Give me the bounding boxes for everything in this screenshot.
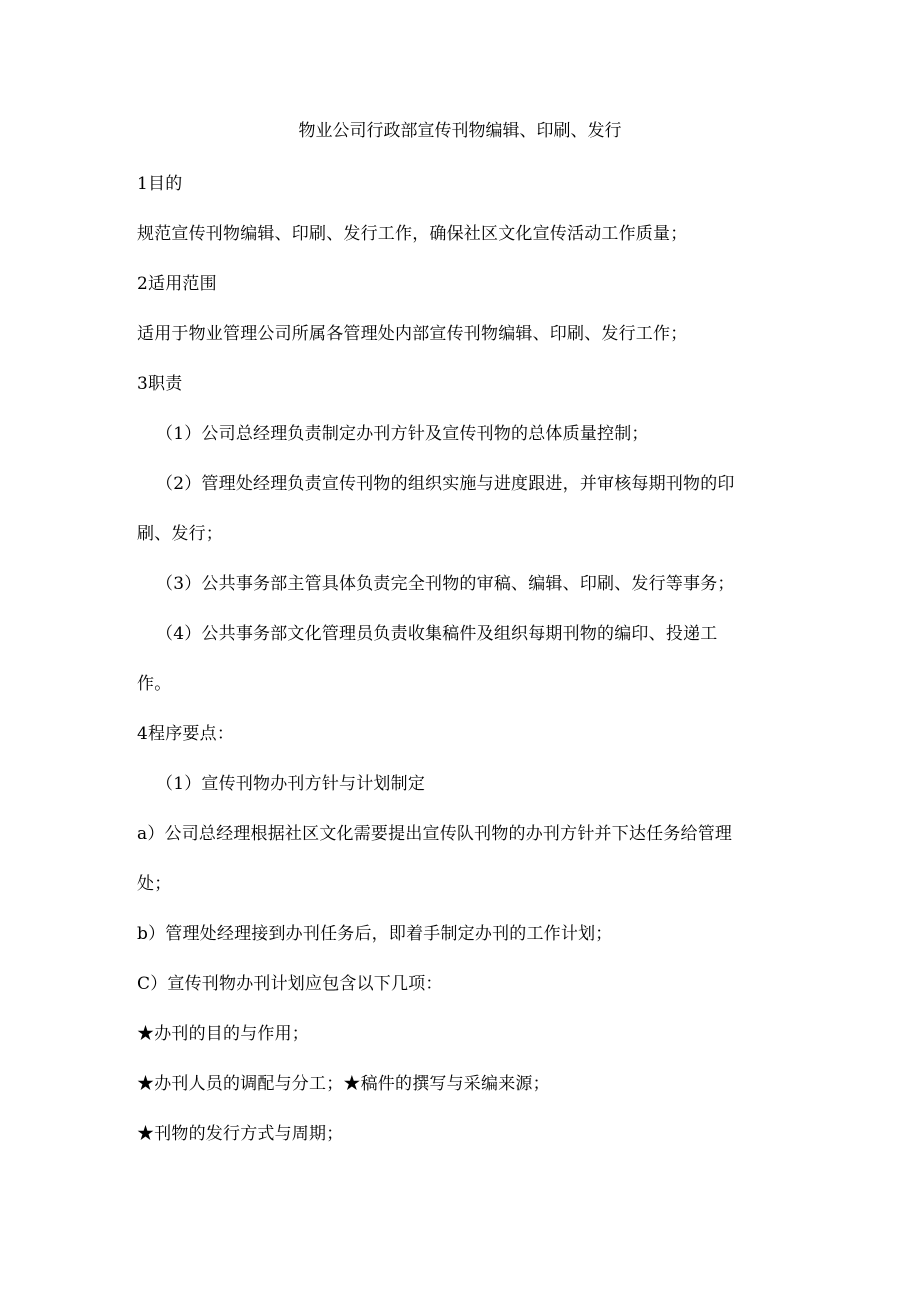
- plan-bullet-2-3: ★办刊人员的调配与分工；★稿件的撰写与采编来源；: [137, 1074, 550, 1094]
- paragraph-scope: 适用于物业管理公司所属各管理处内部宣传刊物编辑、印刷、发行工作；: [137, 324, 688, 344]
- procedure-item-a-continued: 处；: [137, 874, 172, 894]
- section-heading-procedure: 4程序要点：: [137, 724, 235, 744]
- duty-item-2-continued: 刷、发行；: [137, 524, 223, 544]
- duty-item-3: （3）公共事务部主管具体负责完全刊物的审稿、编辑、印刷、发行等事务；: [156, 574, 735, 594]
- procedure-item-a: a）公司总经理根据社区文化需要提出宣传队刊物的办刊方针并下达任务给管理: [137, 824, 733, 844]
- duty-item-1: （1）公司总经理负责制定办刊方针及宣传刊物的总体质量控制；: [156, 424, 649, 444]
- document-title: 物业公司行政部宣传刊物编辑、印刷、发行: [298, 121, 622, 141]
- duty-item-2: （2）管理处经理负责宣传刊物的组织实施与进度跟进，并审核每期刊物的印: [156, 474, 735, 494]
- plan-bullet-4: ★刊物的发行方式与周期；: [137, 1124, 344, 1144]
- duty-item-4: （4）公共事务部文化管理员负责收集稿件及组织每期刊物的编印、投递工: [156, 624, 718, 644]
- duty-item-4-continued: 作。: [137, 674, 172, 694]
- procedure-item-c: C）宣传刊物办刊计划应包含以下几项：: [137, 974, 443, 994]
- section-heading-scope: 2适用范围: [137, 274, 217, 294]
- section-heading-duties: 3职责: [137, 374, 183, 394]
- plan-bullet-1: ★办刊的目的与作用；: [137, 1024, 309, 1044]
- section-heading-purpose: 1目的: [137, 174, 183, 194]
- procedure-subheading-1: （1）宣传刊物办刊方针与计划制定: [156, 774, 426, 794]
- paragraph-purpose: 规范宣传刊物编辑、印刷、发行工作，确保社区文化宣传活动工作质量；: [137, 224, 688, 244]
- procedure-item-b: b）管理处经理接到办刊任务后，即着手制定办刊的工作计划；: [137, 924, 613, 944]
